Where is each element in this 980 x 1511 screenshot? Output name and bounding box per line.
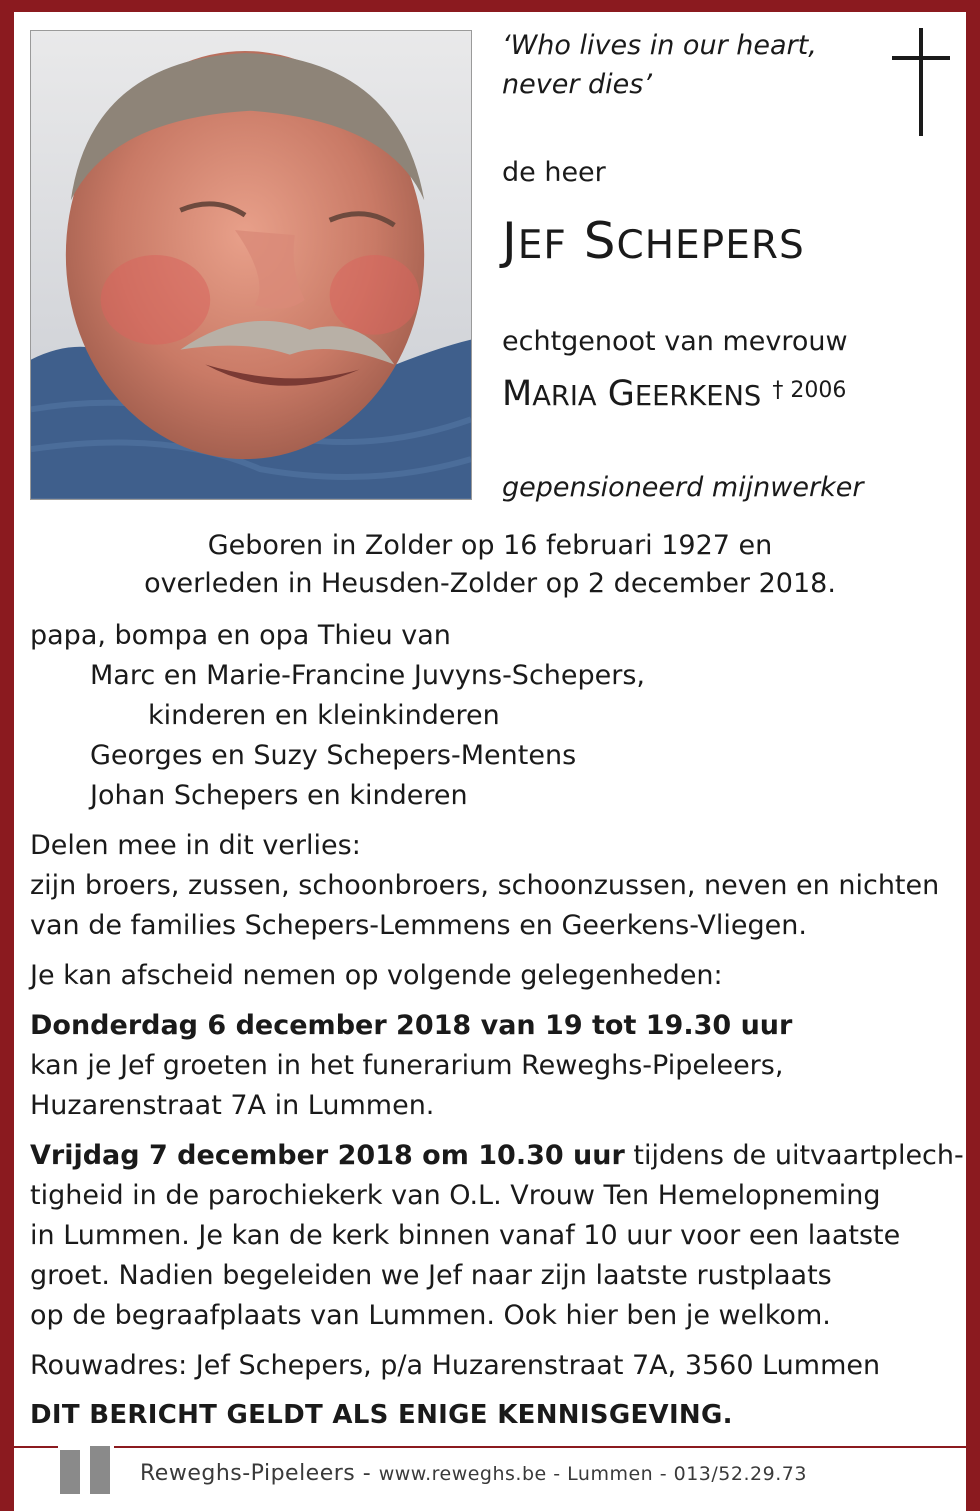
spouse-label: echtgenoot van mevrouw [502, 326, 848, 357]
family-line: Marc en Marie-Francine Juvyns-Schepers, [90, 660, 646, 691]
funeral-line-1 [30, 1140, 964, 1171]
quote [502, 26, 817, 104]
occupation: gepensioneerd mijnwerker [502, 472, 864, 503]
cross-icon [892, 28, 950, 136]
mourning-address: Rouwadres: Jef Schepers, p/a Huzarenstraat 7A, 3560 Lummen [30, 1350, 881, 1381]
notice: DIT BERICHT GELDT ALS ENIGE KENNISGEVING. [30, 1400, 733, 1430]
family-line: kinderen en kleinkinderen [148, 700, 500, 731]
funeral-heading: Vrijdag 7 december 2018 om 10.30 uur [30, 1140, 625, 1171]
spouse-last-initial: G [607, 374, 635, 414]
spouse-last-rest: EERKENS [634, 381, 762, 412]
quote-line-2: never dies’ [502, 69, 652, 100]
funeral-line-4: groet. Nadien begeleiden we Jef naar zijn laatste rustplaats [30, 1260, 832, 1291]
funeral-line-2: tigheid in de parochiekerk van O.L. Vrouw Ten Hemelopneming [30, 1180, 881, 1211]
spouse-death-mark: † 2006 [772, 378, 847, 403]
spouse-first-initial: M [502, 374, 533, 414]
dates-line-1: Geboren in Zolder op 16 februari 1927 en [207, 530, 773, 561]
family-intro: papa, bompa en opa Thieu van [30, 620, 451, 651]
share-line-2: zijn broers, zussen, schoonbroers, schoonzussen, neven en nichten [30, 870, 940, 901]
portrait-photo [30, 30, 472, 500]
funeral-line-1-rest: tijdens de uitvaartplech- [624, 1140, 964, 1171]
visit-line-1: kan je Jef groeten in het funerarium Reweghs-Pipeleers, [30, 1050, 784, 1081]
footer-text [140, 1461, 807, 1486]
footer-company: Reweghs-Pipeleers [140, 1461, 356, 1486]
deceased-first-initial: J [502, 212, 518, 270]
deceased-last-rest: CHEPERS [616, 223, 805, 268]
share-line-1: Delen mee in dit verlies: [30, 830, 361, 861]
spouse-name [502, 374, 846, 414]
visit-line-2: Huzarenstraat 7A in Lummen. [30, 1090, 435, 1121]
footer-details: www.reweghs.be - Lummen - 013/52.29.73 [378, 1463, 807, 1485]
deceased-first-rest: EF [517, 223, 567, 268]
dates-line-2: overleden in Heusden-Zolder op 2 december 2018. [144, 568, 836, 599]
funeral-line-3: in Lummen. Je kan de kerk binnen vanaf 10 uur voor een laatste [30, 1220, 901, 1251]
spouse-first-rest: ARIA [532, 381, 597, 412]
quote-line-1: ‘Who lives in our heart, [502, 30, 817, 61]
salutation: de heer [502, 157, 606, 188]
deceased-name [502, 212, 805, 270]
deceased-last-initial: S [583, 212, 617, 270]
footer-separator: - [355, 1461, 379, 1486]
farewell-intro: Je kan afscheid nemen op volgende gelegenheden: [30, 960, 723, 991]
visit-heading: Donderdag 6 december 2018 van 19 tot 19.30 uur [30, 1010, 793, 1041]
funeral-home-logo-icon [58, 1444, 114, 1496]
family-line: Georges en Suzy Schepers-Mentens [90, 740, 577, 771]
funeral-line-5: op de begraafplaats van Lummen. Ook hier ben je welkom. [30, 1300, 831, 1331]
footer-divider [14, 1446, 966, 1448]
family-line: Johan Schepers en kinderen [90, 780, 468, 811]
share-line-3: van de families Schepers-Lemmens en Geerkens-Vliegen. [30, 910, 807, 941]
